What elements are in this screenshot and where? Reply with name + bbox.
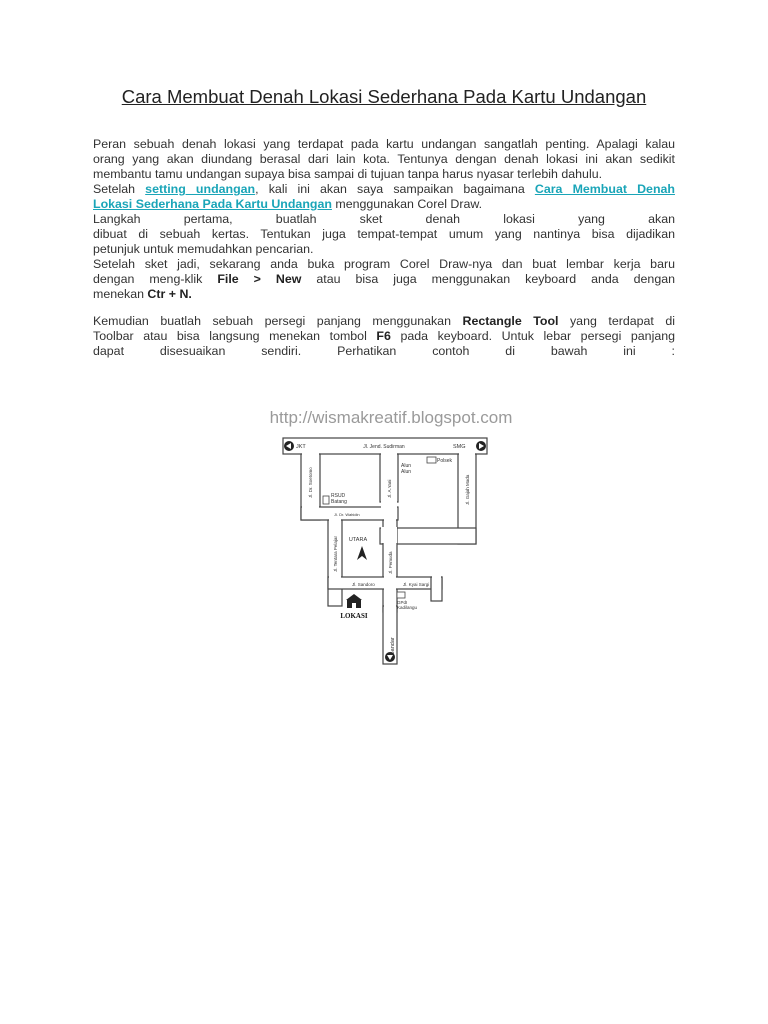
label-jl-gajah-mada: Jl. Gajah Mada — [465, 474, 470, 505]
label-smg: SMG — [453, 444, 466, 450]
text-line: Peran sebuah denah lokasi yang terdapat pada kartu undangan sangatlah penting. Apalagi kalau — [93, 137, 675, 151]
gpdi-marker — [397, 592, 405, 598]
text-segment: menekan — [93, 287, 148, 301]
text-segment: menggunakan Corel Draw. — [331, 197, 483, 211]
label-rsud-line1: RSUD — [331, 493, 346, 499]
text-segment: , kali ini akan saya sampaikan bagaimana — [255, 182, 535, 196]
label-lokasi: LOKASI — [340, 612, 368, 620]
label-jl-yani: Jl. A.Yani — [387, 479, 392, 498]
label-alun-alun-line1: Alun — [401, 463, 412, 469]
road-network — [283, 438, 487, 664]
text-line: petunjuk untuk memudahkan pencarian. — [93, 242, 314, 256]
location-map — [262, 396, 514, 672]
label-polsek: Polsek — [437, 458, 453, 464]
text-line: dibuat di sebuah kertas. Tentukan juga tempat-tempat umum yang nantinya bisa dijadikan — [93, 227, 675, 241]
label-gpdi-line2: Kadilangu — [397, 605, 418, 610]
label-alun-alun — [401, 463, 411, 475]
label-rsud — [331, 493, 347, 505]
label-jl-sudirman: Jl. Jend. Sudirman — [363, 444, 405, 450]
text-line: membantu tamu undangan supaya bisa sampai di tujuan tanpa harus nyasar terlebih dahulu. — [93, 167, 603, 181]
label-jl-soetomo: Jl. Dr. Soetomo — [308, 467, 313, 498]
text-line — [93, 272, 675, 287]
paragraph-intro — [93, 137, 675, 302]
text-segment: yang terdapat di — [558, 314, 676, 328]
text-line: dapat disesuaikan sendiri. Perhatikan contoh di bawah ini : — [93, 344, 675, 358]
bold-menu-path: File > New — [217, 272, 302, 286]
text-line: orang yang akan diundang berasal dari lain kota. Tentunya dengan denah lokasi ini akan sedikit — [93, 152, 675, 166]
link-cara-membuat-denah-cont[interactable]: Lokasi Sederhana Pada Kartu Undangan — [93, 197, 332, 211]
text-line: Langkah pertama, buatlah sket denah lokasi yang akan — [93, 212, 675, 226]
north-arrow-icon — [357, 546, 367, 560]
location-house-icon — [346, 594, 362, 608]
text-segment: atau bisa juga menggunakan keyboard anda dengan — [301, 272, 675, 286]
label-utara: UTARA — [348, 537, 368, 543]
text-line — [93, 329, 675, 344]
bold-key: F6 — [376, 329, 391, 343]
label-jl-wahidin: Jl. Dr. Wahidin — [334, 512, 360, 517]
text-segment: dengan meng-klik — [93, 272, 218, 286]
text-line — [93, 197, 675, 212]
map-watermark: http://wismakreatif.blogspot.com — [269, 408, 513, 427]
label-alun-alun-line2: Alun — [401, 469, 412, 475]
text-line: Setelah sket jadi, sekarang anda buka program Corel Draw-nya dan buat lembar kerja baru — [93, 257, 675, 271]
label-jl-kyai-sargi: Jl. Kyai Sargi — [403, 582, 430, 587]
link-cara-membuat-denah[interactable]: Cara Membuat Denah — [534, 182, 675, 196]
paragraph-rectangle — [93, 314, 675, 359]
label-bandar: Bandar — [390, 637, 396, 655]
article-title: Cara Membuat Denah Lokasi Sederhana Pada Kartu Undangan — [121, 86, 647, 107]
label-jl-sandoro: Jl. Sandoro — [352, 582, 375, 587]
label-jl-tentara-pelajar: Jl. Tentara Pelajar — [333, 536, 338, 572]
polsek-marker — [427, 457, 436, 463]
label-gpdi-line1: GPdI — [397, 600, 408, 605]
text-line — [93, 314, 675, 329]
label-rsud-line2: Batang — [331, 499, 347, 505]
rsud-marker — [323, 496, 329, 504]
text-line — [93, 182, 675, 197]
text-segment: Setelah — [93, 182, 146, 196]
text-segment: Kemudian buatlah sebuah persegi panjang menggunakan — [93, 314, 463, 328]
text-line — [93, 287, 675, 302]
label-jkt: JKT — [296, 444, 306, 450]
label-jl-pemuda: Jl. Pemuda — [388, 551, 393, 574]
label-gpdi — [397, 600, 418, 610]
bold-tool: Rectangle Tool — [462, 314, 559, 328]
text-segment: pada keyboard. Untuk lebar persegi panjang — [390, 329, 675, 343]
link-setting-undangan[interactable]: setting undangan — [145, 182, 256, 196]
bold-shortcut: Ctr + N. — [147, 287, 192, 301]
text-segment: Toolbar atau bisa langsung menekan tombol — [93, 329, 377, 343]
